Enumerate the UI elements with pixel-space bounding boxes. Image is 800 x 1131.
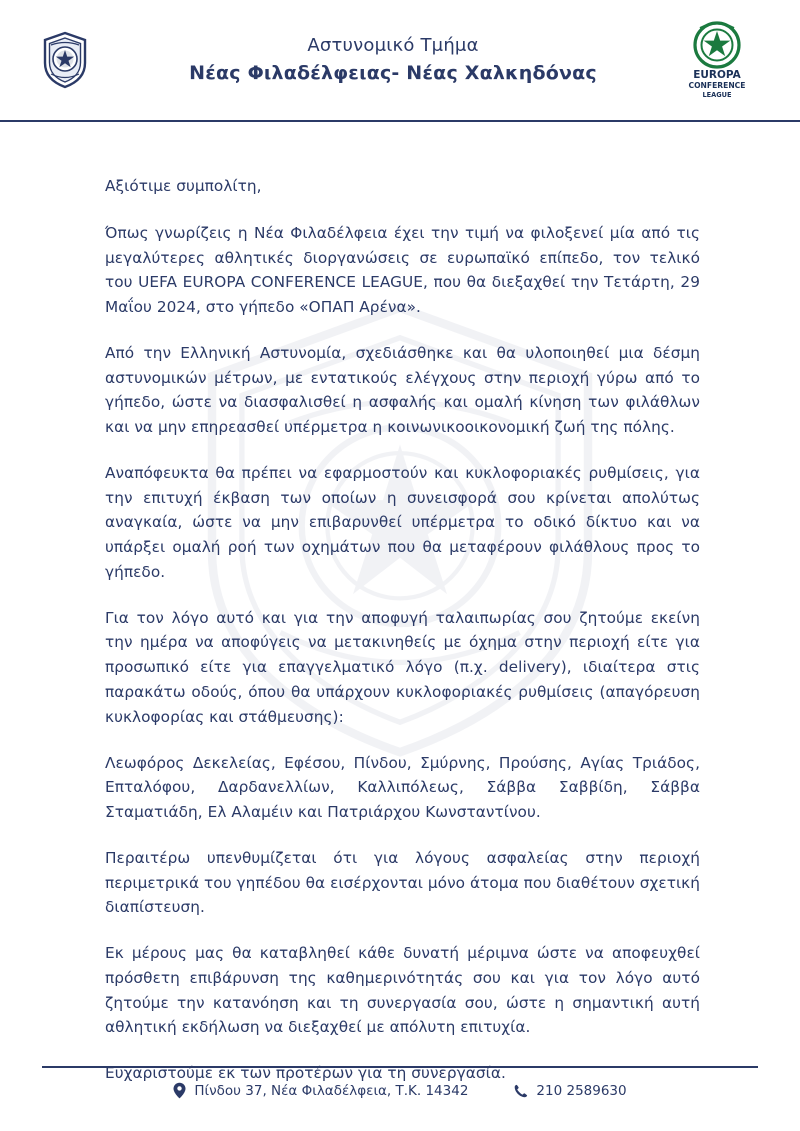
affected-streets-list: Λεωφόρος Δεκελείας, Εφέσου, Πίνδου, Σμύρνης, Προύσης, Αγίας Τριάδος, Επταλόφου, Δαρδανελλίων, Καλλιπόλεως, Σάββα Σαββίδη, Σάββα Σταματιάδη, Ελ Αλαμέιν και Πατριάρχου Κωνσταντίνου. [105,753,700,822]
footer-phone-text: 210 2589630 [536,1082,627,1099]
uefa-europa-conference-league-logo-icon [676,18,758,102]
police-emblem-icon [42,31,88,89]
paragraph-4: Για τον λόγο αυτό και για την αποφυγή ταλαιπωρίας σου ζητούμε εκείνη την ημέρα να αποφύγεις να μετακινηθείς με όχημα στην περιοχή είτε για προσωπικό είτε για επαγγελματικό λόγο (π.χ. delivery), ιδιαίτερα στις παρακάτω οδούς, όπου θα υπάρχουν κυκλοφοριακές ρυθμίσεις (απαγόρευση κυκλοφορίας και στάθμευσης): [105,608,700,726]
footer-address [173,1082,468,1099]
footer-phone [514,1083,626,1099]
paragraph-7: Εκ μέρους μας θα καταβληθεί κάθε δυνατή μέριμνα ώστε να αποφευχθεί πρόσθετη επιβάρυνση της καθημερινότητάς σου και για τον λόγο αυτό ζητούμε την κατανόηση και τη συνεργασία σου, ώστε η σημαντική αυτή αθλητική εκδήλωση να διεξαχθεί με απόλυτη επιτυχία. [105,944,700,1037]
svg-text:LEAGUE: LEAGUE [702,91,732,99]
header-right [648,18,758,102]
svg-text:CONFERENCE: CONFERENCE [688,81,746,90]
salutation: Αξιότιμε συμπολίτη, [105,177,262,195]
closing-thanks: Ευχαριστούμε εκ των προτέρων για τη συνεργασία. [105,1064,506,1083]
paragraph-3: Αναπόφευκτα θα πρέπει να εφαρμοστούν και κυκλοφοριακές ρυθμίσεις, για την επιτυχή έκβαση των οποίων η συνεισφορά σου κρίνεται απολύτως αναγκαία, ώστε να μην επιβαρυνθεί υπέρμετρα το οδικό δίκτυο και να υπάρξει ομαλή ροή των οχημάτων που θα μεταφέρουν φιλάθλους προς το γήπεδο. [105,463,700,581]
organization-title: Νέας Φιλαδέλφειας- Νέας Χαλκηδόνας [189,61,597,84]
document-footer [42,1066,758,1099]
paragraph-1: Όπως γνωρίζεις η Νέα Φιλαδέλφεια έχει την τιμή να φιλοξενεί μία από τις μεγαλύτερες αθλητικές διοργανώσεις σε ευρωπαϊκό επίπεδο, τον τελικό του UEFA EUROPA CONFERENCE LEAGUE, που θα διεξαχθεί την Τετάρτη, 29 Μαΐου 2024, στο γήπεδο «ΟΠΑΠ Αρένα». [105,223,700,317]
document-header [0,0,800,122]
header-left [42,31,138,89]
location-pin-icon [173,1082,186,1099]
organization-subtitle: Αστυνομικό Τμήμα [307,34,479,56]
document-body [0,122,800,1086]
svg-text:EUROPA: EUROPA [693,69,741,81]
footer-address-text: Πίνδου 37, Νέα Φιλαδέλφεια, Τ.Κ. 14342 [194,1082,469,1099]
paragraph-6: Περαιτέρω υπενθυμίζεται ότι για λόγους ασφαλείας στην περιοχή περιμετρικά του γηπέδου θα εισέρχονται μόνο άτομα που διαθέτουν σχετική διαπίστευση. [105,848,700,917]
phone-icon [514,1084,528,1098]
header-title-block [138,34,648,87]
paragraph-2: Από την Ελληνική Αστυνομία, σχεδιάσθηκε και θα υλοποιηθεί μια δέσμη αστυνομικών μέτρων, με εντατικούς ελέγχους στην περιοχή γύρω από το γήπεδο, ώστε να διασφαλισθεί η ασφαλής και ομαλή κίνηση των φιλάθλων και να μην επηρεασθεί υπέρμετρα η κοινωνικοοικονομική ζωή της πόλης. [105,343,700,437]
